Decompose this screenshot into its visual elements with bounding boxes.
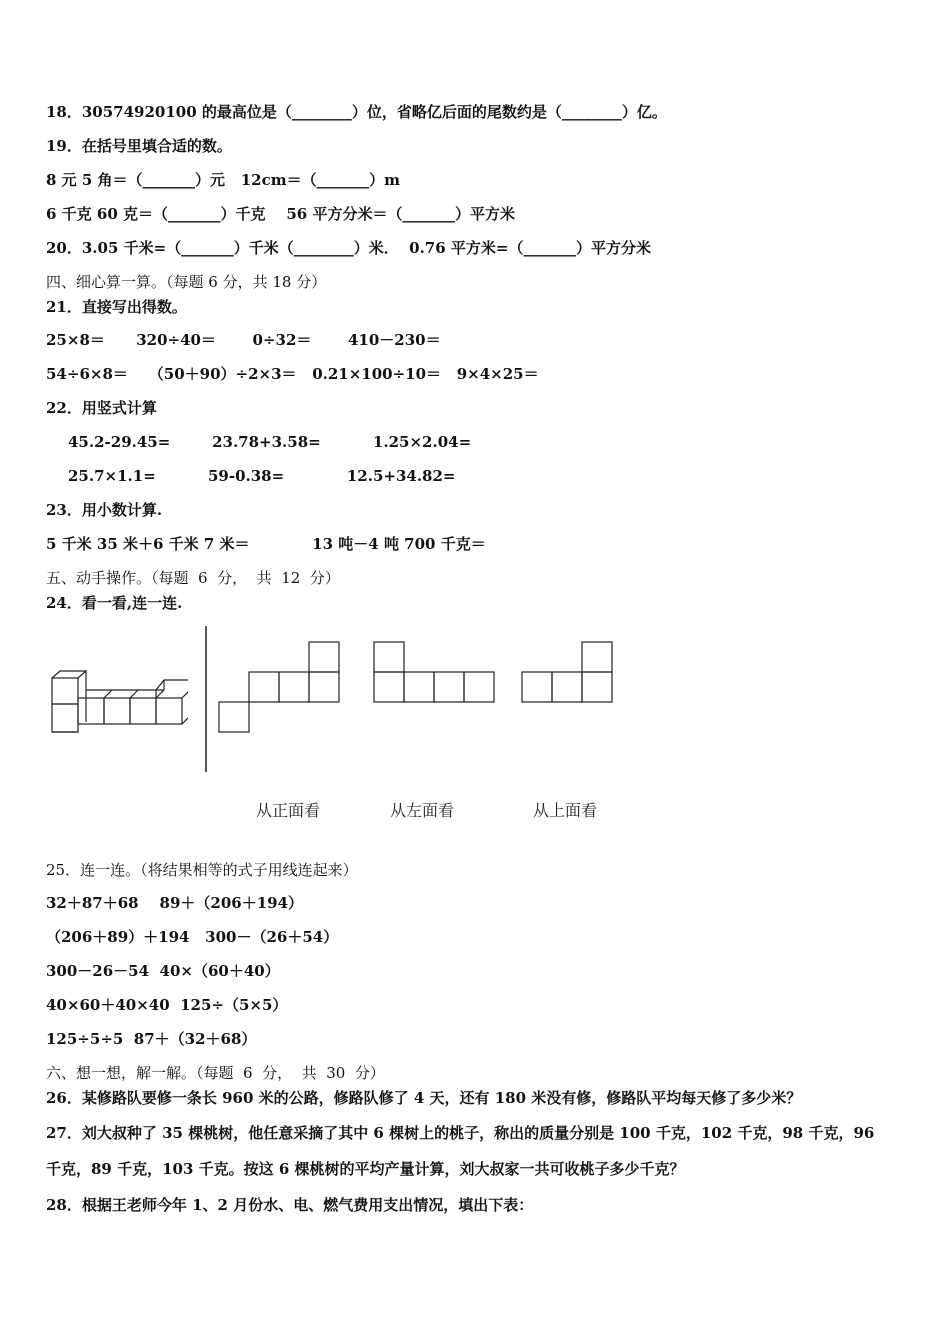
section-6-heading: 六、想一想，解一解。（每题 6 分， 共 30 分） (46, 1064, 385, 1082)
question-22-line-1: 45.2-29.45= 23.78+3.58= 1.25×2.04= (68, 433, 472, 451)
question-25-line: 300－26－54 40×（60＋40） (46, 962, 280, 980)
front-view-figure (218, 641, 340, 735)
caption-top-view: 从上面看 (533, 801, 598, 820)
question-21-title: 21．直接写出得数。 (46, 298, 187, 316)
question-20: 20．3.05 千米=（_______）千米（________）米． 0.76 平方米=（_______）平方分米 (46, 239, 651, 257)
question-18: 18．30574920100 的最高位是（________）位，省略亿后面的尾数约是（________）亿。 (46, 103, 667, 121)
section-5-heading: 五、动手操作。（每题 6 分， 共 12 分） (46, 569, 340, 587)
divider-line (204, 626, 208, 772)
question-22-title: 22．用竖式计算 (46, 399, 157, 417)
question-21-line-2: 54÷6×8＝ （50＋90）÷2×3＝ 0.21×100÷10＝ 9×4×25＝ (46, 365, 539, 383)
top-view-figure (521, 641, 615, 705)
question-28: 28．根据王老师今年 1、2 月份水、电、燃气费用支出情况，填出下表： (46, 1196, 534, 1214)
question-25-line: （206＋89）＋194 300－（26＋54） (46, 928, 339, 946)
left-view-figure (373, 641, 497, 705)
question-23-title: 23．用小数计算. (46, 501, 163, 519)
caption-front-view: 从正面看 (256, 801, 321, 820)
question-25-line: 32＋87＋68 89＋（206＋194） (46, 894, 304, 912)
section-4-heading: 四、细心算一算。（每题 6 分，共 18 分） (46, 273, 327, 291)
question-19-title: 19．在括号里填合适的数。 (46, 137, 232, 155)
question-22-line-2: 25.7×1.1= 59-0.38= 12.5+34.82= (68, 467, 456, 485)
question-19-line-1: 8 元 5 角＝（_______）元 12cm＝（_______）m (46, 171, 400, 189)
question-25-line: 40×60＋40×40 125÷（5×5） (46, 996, 288, 1014)
cube-solid-figure (48, 668, 188, 748)
question-21-line-1: 25×8＝ 320÷40＝ 0÷32＝ 410－230＝ (46, 331, 441, 349)
question-27-line-2: 千克，89 千克，103 千克。按这 6 棵桃树的平均产量计算，刘大叔家一共可收桃子多少千克？ (46, 1160, 685, 1178)
question-23-line-1: 5 千米 35 米＋6 千米 7 米＝ 13 吨－4 吨 700 千克＝ (46, 535, 486, 553)
question-24-title: 24．看一看,连一连. (46, 594, 183, 612)
caption-left-view: 从左面看 (390, 801, 455, 820)
question-25-title: 25．连一连。（将结果相等的式子用线连起来） (46, 861, 358, 879)
question-27-line-1: 27．刘大叔种了 35 棵桃树，他任意采摘了其中 6 棵树上的桃子，称出的质量分别是 100 千克，102 千克，98 千克，96 (46, 1124, 875, 1142)
question-25-line: 125÷5÷5 87＋（32＋68） (46, 1030, 257, 1048)
question-26: 26．某修路队要修一条长 960 米的公路，修路队修了 4 天，还有 180 米没有修，修路队平均每天修了多少米？ (46, 1089, 802, 1107)
question-19-line-2: 6 千克 60 克＝（_______）千克 56 平方分米＝（_______）平方米 (46, 205, 515, 223)
